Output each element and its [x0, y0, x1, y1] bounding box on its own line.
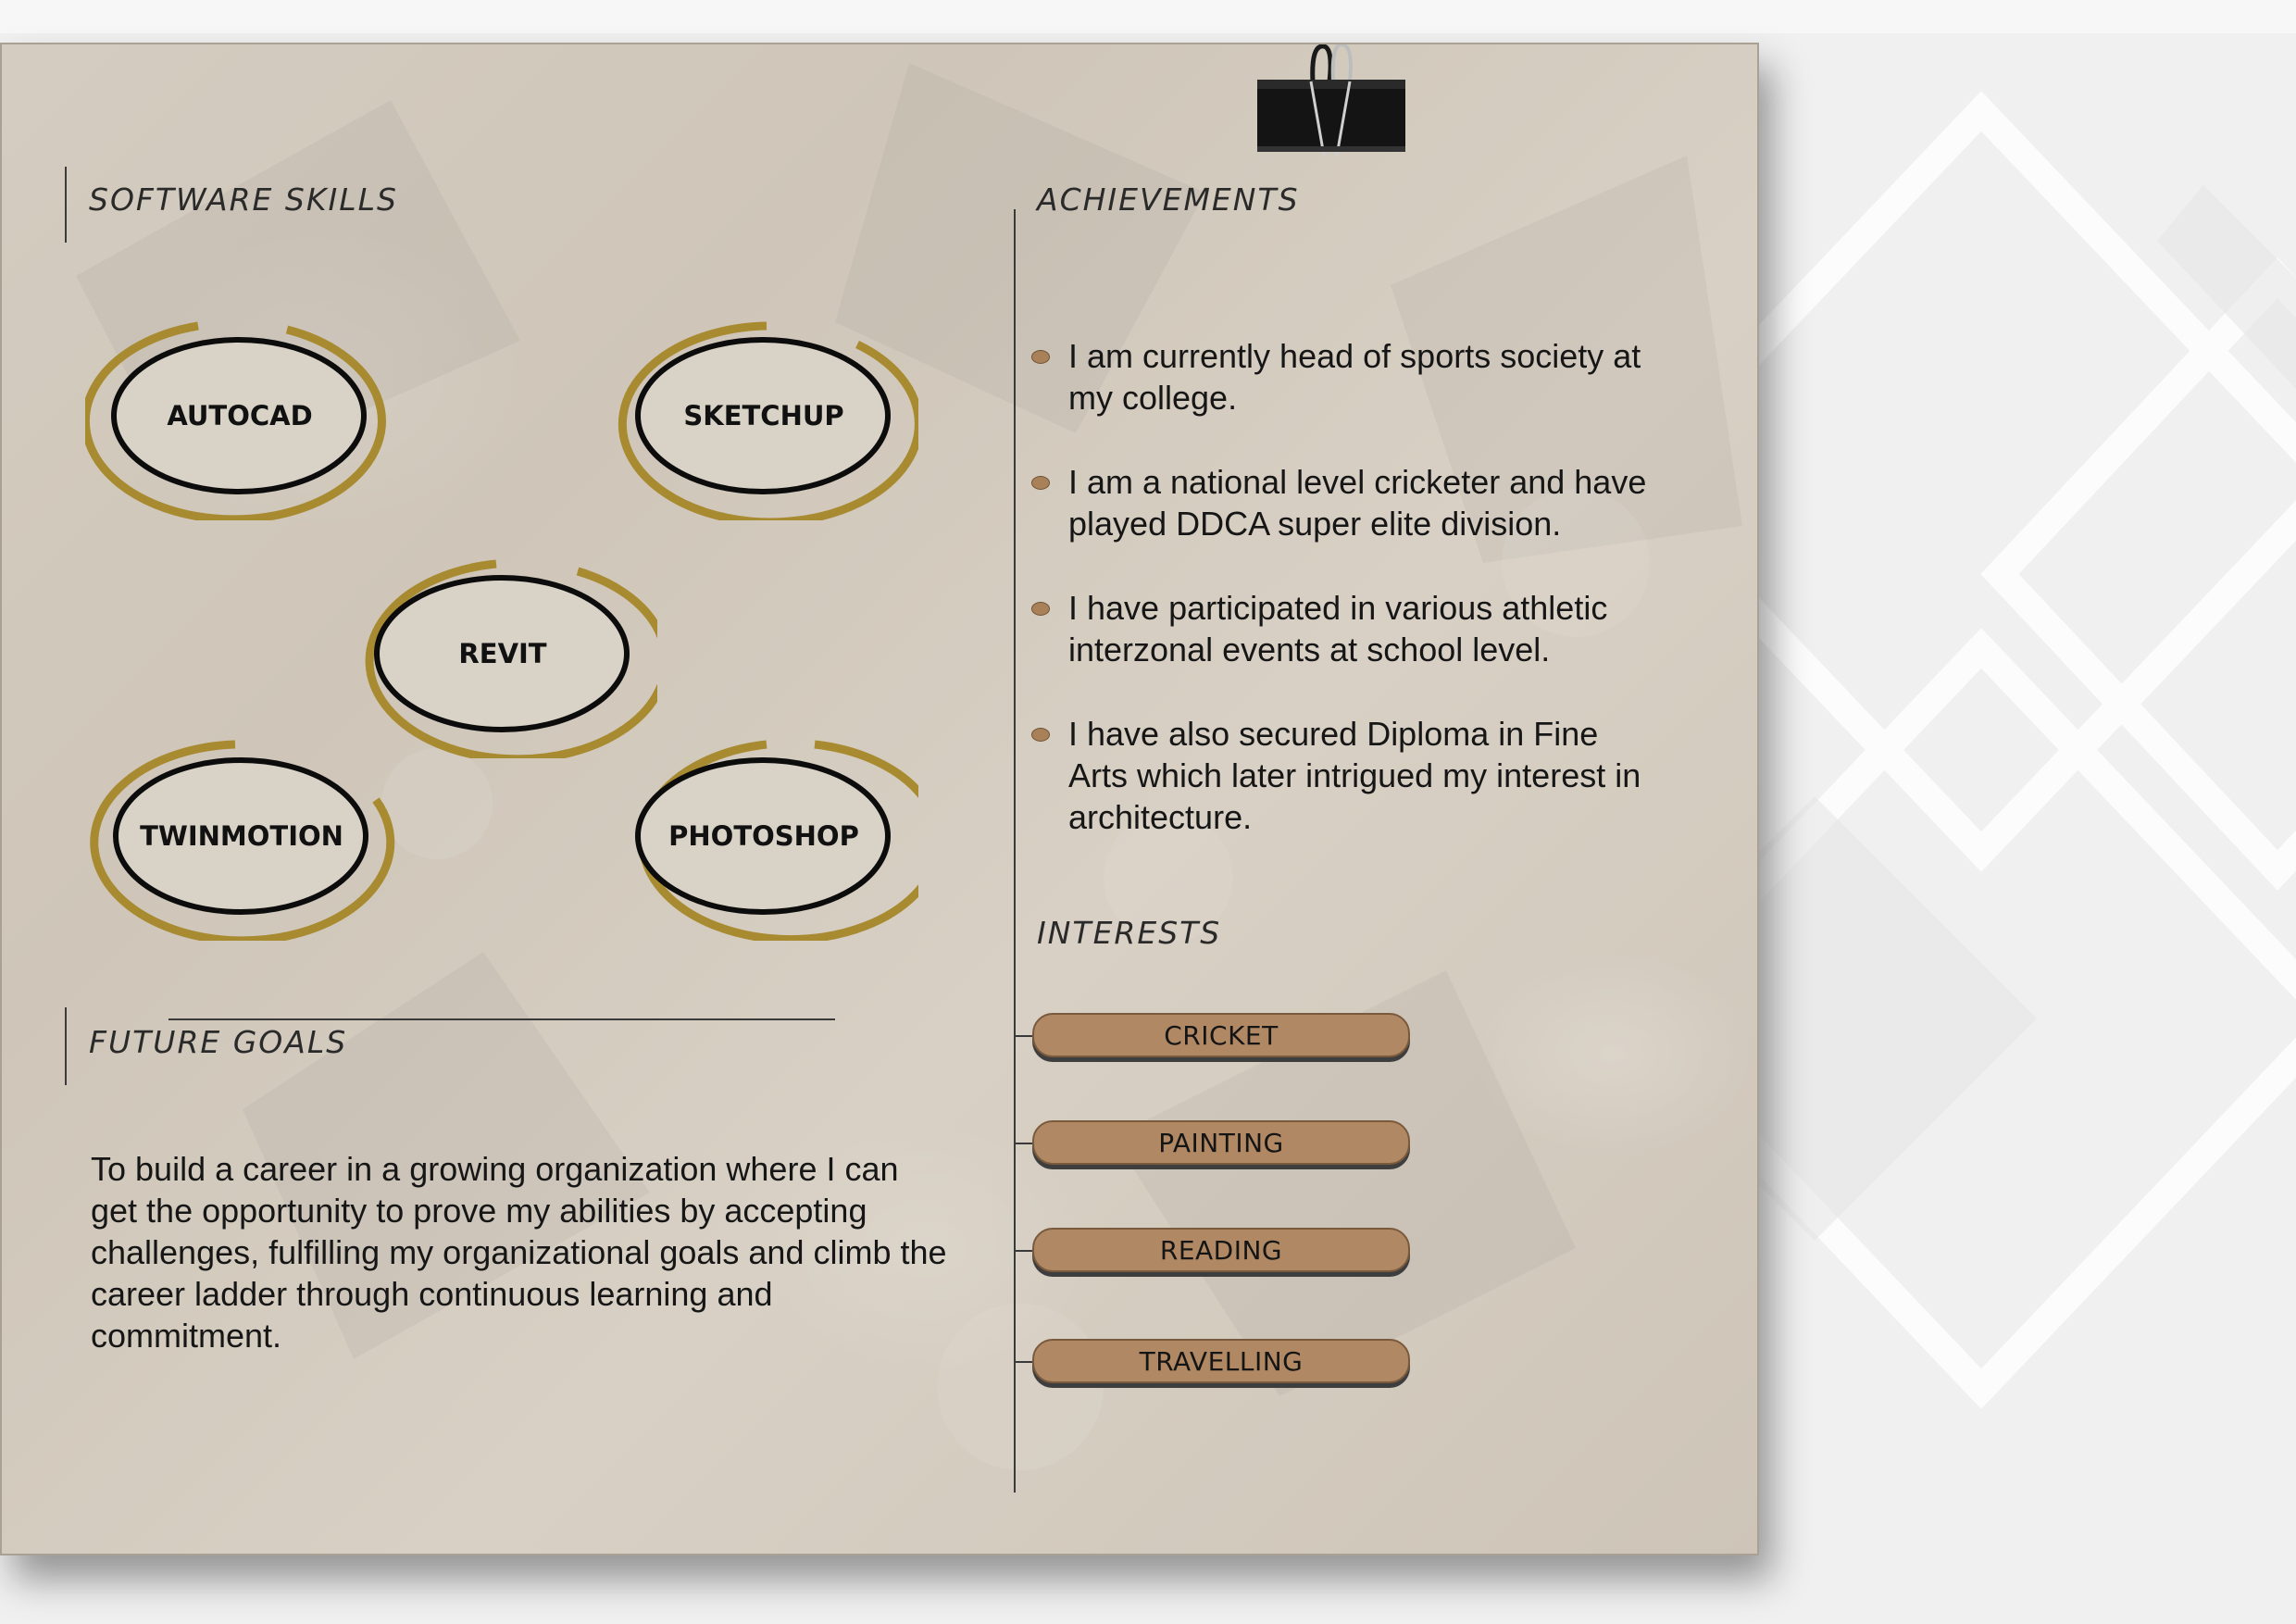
list-item: I am a national level cricketer and have played DDCA super elite division.: [1031, 461, 1661, 544]
right-column-line: [1014, 209, 1016, 1493]
binder-clip-icon: [1257, 44, 1405, 167]
interest-pill-travelling: TRAVELLING: [1032, 1339, 1410, 1383]
interests-heading: INTERESTS: [1037, 915, 1222, 951]
list-item: I have also secured Diploma in Fine Arts which later intrigued my interest in architecture.: [1031, 713, 1661, 838]
section-divider: [168, 1018, 835, 1020]
skill-label: SKETCHUP: [683, 400, 844, 431]
interest-pill-painting: PAINTING: [1032, 1120, 1410, 1165]
interest-tick: [1014, 1035, 1032, 1037]
interest-tick: [1014, 1143, 1032, 1144]
skill-label: REVIT: [458, 638, 547, 669]
skill-label: PHOTOSHOP: [668, 820, 859, 852]
list-item: I am currently head of sports society at my college.: [1031, 335, 1661, 418]
bullet-icon: [1031, 728, 1050, 742]
skill-label: TWINMOTION: [140, 820, 343, 852]
interest-tick: [1014, 1250, 1032, 1252]
achievements-heading: ACHIEVEMENTS: [1037, 181, 1300, 218]
skill-label: AUTOCAD: [167, 400, 313, 431]
skill-sketchup: [609, 311, 918, 520]
skill-twinmotion: [87, 731, 396, 941]
future-goals-bar: [65, 1007, 67, 1085]
bullet-icon: [1031, 602, 1050, 616]
achievements-list: [1031, 335, 1661, 881]
software-skills-heading: SOFTWARE SKILLS: [89, 181, 398, 218]
list-item: I have participated in various athletic interzonal events at school level.: [1031, 587, 1661, 670]
future-goals-text: To build a career in a growing organization where I can get the opportunity to prove my abilities by accepting challenges, fulfilling my organizational goals and climb the career ladder through continuous learning and commitment.: [91, 1150, 947, 1355]
interest-pill-cricket: CRICKET: [1032, 1013, 1410, 1057]
skill-autocad: [85, 311, 394, 520]
future-goals-heading: FUTURE GOALS: [89, 1024, 348, 1060]
skill-photoshop: [609, 731, 918, 941]
skill-revit: [348, 549, 657, 758]
interest-tick: [1014, 1361, 1032, 1363]
bullet-icon: [1031, 476, 1050, 490]
resume-page: [0, 43, 1759, 1555]
bullet-icon: [1031, 350, 1050, 364]
software-skills-bar: [65, 167, 67, 243]
interest-pill-reading: READING: [1032, 1228, 1410, 1272]
